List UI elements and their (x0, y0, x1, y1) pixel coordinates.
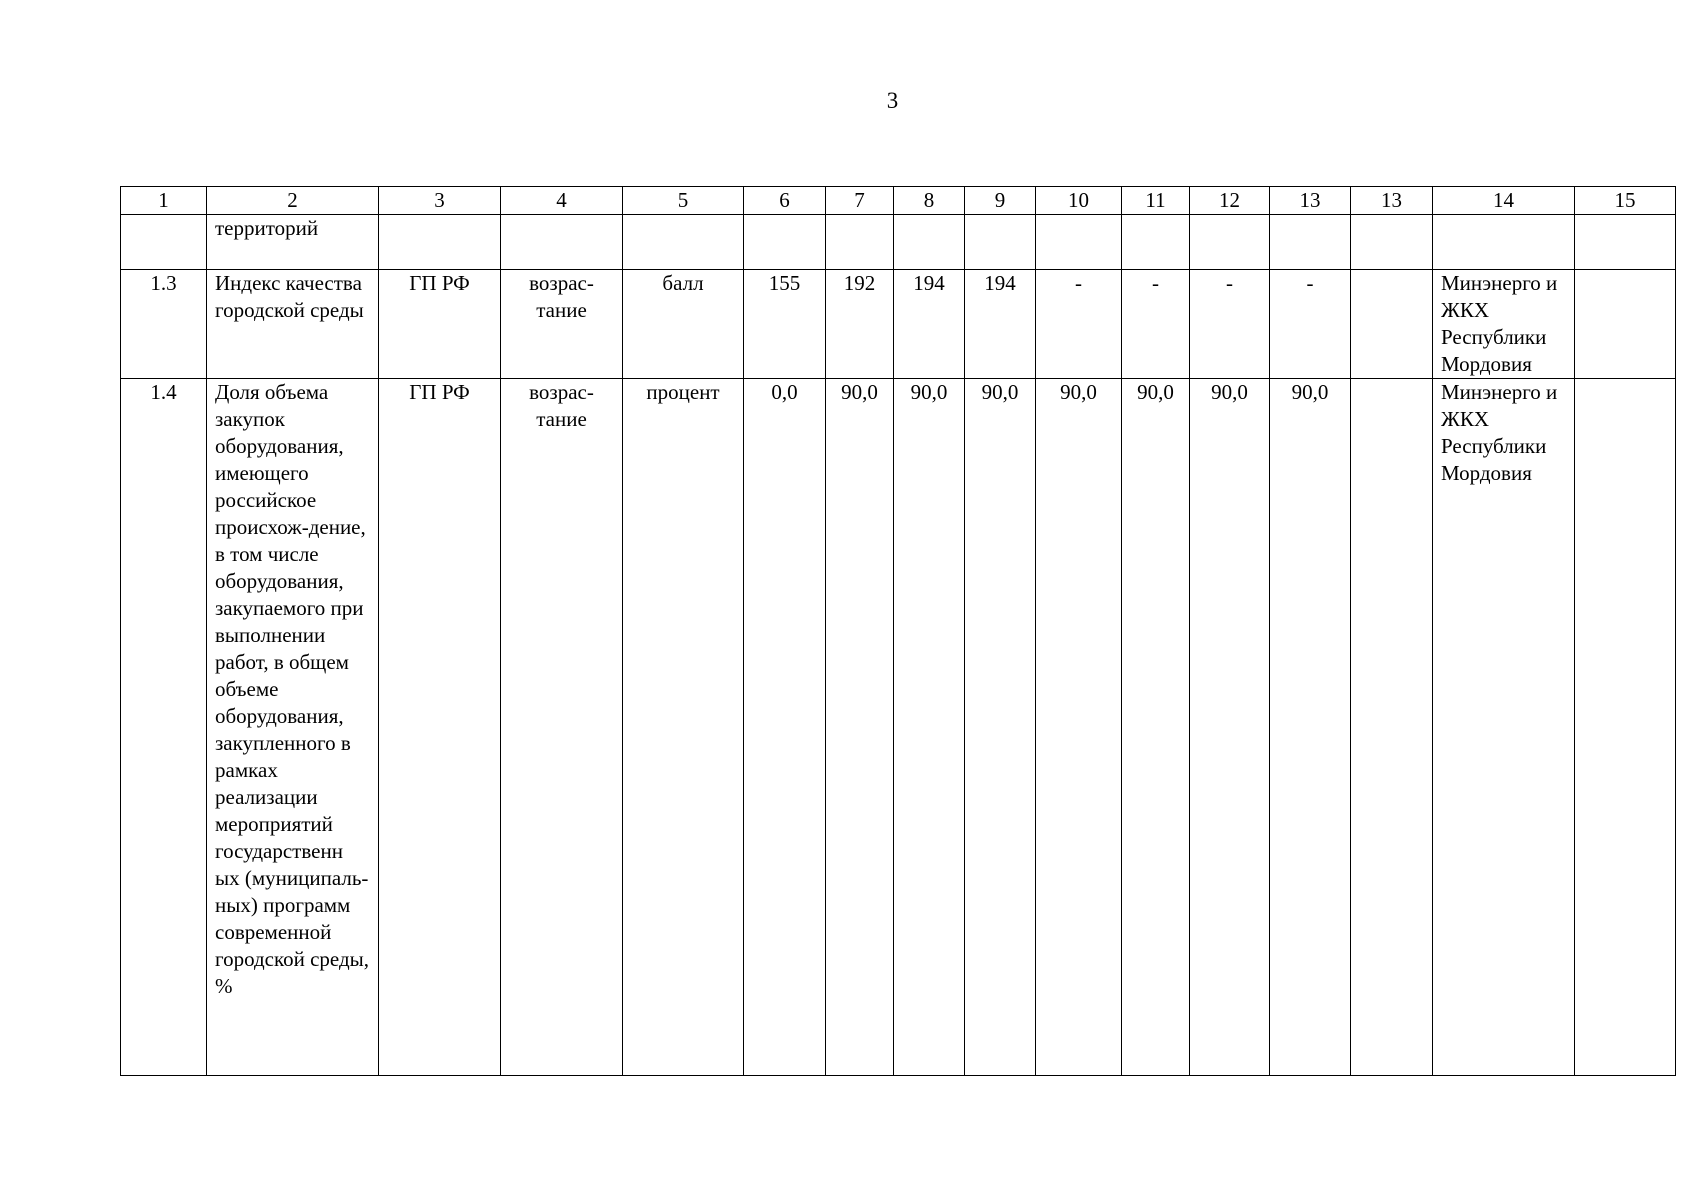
column-number: 15 (1575, 187, 1676, 215)
table-cell (623, 215, 744, 270)
column-number: 13 (1351, 187, 1433, 215)
table-cell: территорий (207, 215, 379, 270)
header-row (121, 187, 1676, 215)
column-number: 13 (1270, 187, 1351, 215)
table-cell (501, 215, 623, 270)
table-cell: 90,0 (965, 379, 1036, 1076)
table-cell: 194 (965, 270, 1036, 379)
table-cell (1122, 215, 1190, 270)
table-cell: 0,0 (744, 379, 826, 1076)
table-cell (1575, 215, 1676, 270)
table-cell: 1.4 (121, 379, 207, 1076)
column-number: 11 (1122, 187, 1190, 215)
column-number: 9 (965, 187, 1036, 215)
column-number: 3 (379, 187, 501, 215)
table-cell: 90,0 (1190, 379, 1270, 1076)
table-cell: балл (623, 270, 744, 379)
table-cell (1036, 215, 1122, 270)
table-cell: 155 (744, 270, 826, 379)
table-cell: 90,0 (1270, 379, 1351, 1076)
column-number: 8 (894, 187, 965, 215)
table-cell (1575, 379, 1676, 1076)
table-cell: - (1270, 270, 1351, 379)
column-number: 5 (623, 187, 744, 215)
table-cell: 194 (894, 270, 965, 379)
page-number: 3 (886, 88, 899, 113)
table-cell: - (1122, 270, 1190, 379)
table-cell (1351, 379, 1433, 1076)
table-cell (826, 215, 894, 270)
column-number: 4 (501, 187, 623, 215)
table-row (121, 215, 1676, 270)
table-cell (1433, 215, 1575, 270)
table-cell: 90,0 (1122, 379, 1190, 1076)
table-cell (894, 215, 965, 270)
table-cell: Минэнерго и ЖКХ Республики Мордовия (1433, 270, 1575, 379)
table-cell: 1.3 (121, 270, 207, 379)
table-cell: 90,0 (1036, 379, 1122, 1076)
column-number: 7 (826, 187, 894, 215)
table-cell: 90,0 (826, 379, 894, 1076)
table-cell (121, 215, 207, 270)
indicators-table (120, 186, 1676, 1076)
table-cell (379, 215, 501, 270)
table-cell: Индекс качества городской среды (207, 270, 379, 379)
table-cell (1270, 215, 1351, 270)
column-number: 10 (1036, 187, 1122, 215)
table-cell: возрас-тание (501, 379, 623, 1076)
table-cell (965, 215, 1036, 270)
table-cell: 192 (826, 270, 894, 379)
table-cell (744, 215, 826, 270)
table-row (121, 379, 1676, 1076)
table-cell: Минэнерго и ЖКХ Республики Мордовия (1433, 379, 1575, 1076)
column-number: 6 (744, 187, 826, 215)
table-cell (1351, 215, 1433, 270)
column-number: 1 (121, 187, 207, 215)
column-number: 14 (1433, 187, 1575, 215)
table-cell: ГП РФ (379, 379, 501, 1076)
table-cell: - (1036, 270, 1122, 379)
table-cell: возрас-тание (501, 270, 623, 379)
table-cell: 90,0 (894, 379, 965, 1076)
table-cell (1351, 270, 1433, 379)
table-cell: ГП РФ (379, 270, 501, 379)
column-number: 2 (207, 187, 379, 215)
table-cell: Доля объема закупок оборудования, имеющего российское происхож-дение, в том числе оборудования, закупаемого при выполнении работ, в общем объеме оборудования, закупленного в рамках реализации мероприятий государственн ых (муниципаль-ных) программ современной городской среды, % (207, 379, 379, 1076)
table-row (121, 270, 1676, 379)
table-cell: - (1190, 270, 1270, 379)
table-cell (1190, 215, 1270, 270)
column-number: 12 (1190, 187, 1270, 215)
table-cell (1575, 270, 1676, 379)
table-cell: процент (623, 379, 744, 1076)
